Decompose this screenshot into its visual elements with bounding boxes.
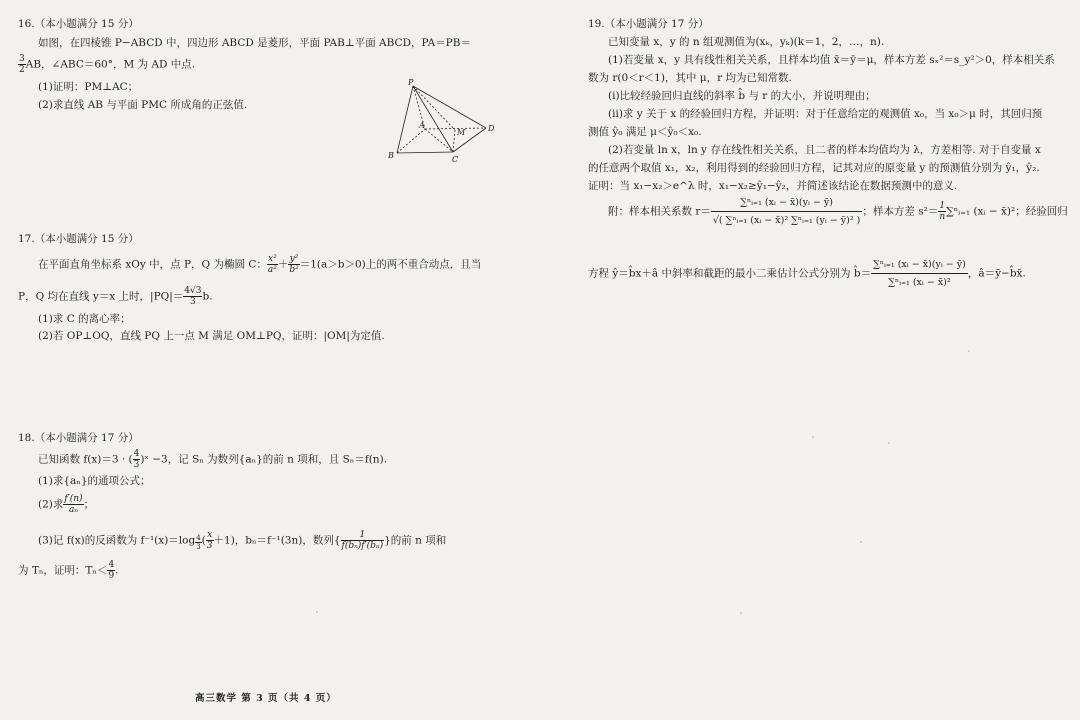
figure-label-b: B: [388, 151, 394, 160]
scan-speck: [316, 611, 318, 613]
scan-speck: [968, 350, 970, 352]
q17-part1: (1)求 C 的离心率；: [38, 313, 131, 325]
q19-line5: (ⅱ)求 y 关于 x 的经验回归方程，并证明：对于任意给定的观测值 x₀，当 x₀＞μ 时，其回归预: [608, 108, 1043, 120]
figure-label-a: A: [419, 121, 425, 130]
slope-formula: $\frac{\text{∑ⁿᵢ₌₁ (xᵢ − x̄)(yᵢ − ȳ)}}{\text{∑ⁿᵢ₌₁ (xᵢ − x̄)²}}$: [873, 259, 966, 288]
q18-part1: (1)求{aₙ}的通项公式；: [38, 475, 151, 487]
q19-line2: (1)若变量 x，y 具有线性相关关系，且样本均值 x̄＝ȳ＝μ，样本方差 sₓ²＝s_y²＞0，样本相关系: [608, 54, 1055, 66]
figure-label-m: M: [457, 128, 466, 137]
q19-regression-eq: 方程 ŷ＝b̂x＋â 中斜率和截距的最小二乘估计公式分别为 b̂＝ $\frac{\text{∑ⁿᵢ₌₁ (xᵢ − x̄)(yᵢ − ȳ)}}{\text{∑ⁿᵢ₌₁ (xᵢ − x̄)²}}$ ，â＝ȳ−b̂x̄.: [588, 259, 1026, 288]
q18-part3: (3)记 f(x)的反函数为 f⁻¹(x)＝log $\frac{4}{3}$ ( $\frac{x}{3}$ ＋1)，bₙ＝f⁻¹(3n)，数列{ $\frac{1}{\text{f(bₙ)f′(bₙ)}}$ }的前 n 项和: [38, 530, 447, 551]
q17-title: 17.（本小题满分 15 分）: [18, 233, 139, 245]
q18-part2: (2)求 $\frac{f'(n)}{\text{aₙ}}$ ；: [38, 494, 95, 515]
q16-line1: 如图，在四棱锥 P−ABCD 中，四边形 ABCD 是菱形，平面 PAB⊥平面 ABCD，PA＝PB＝: [38, 37, 471, 49]
q19-line7: (2)若变量 ln x，ln y 存在线性相关关系，且二者的样本均值均为 λ，方差相等. 对于自变量 x: [608, 144, 1041, 156]
figure-label-p: P: [408, 78, 414, 87]
right-column: [540, 0, 1080, 720]
q19-title: 19.（本小题满分 17 分）: [588, 18, 709, 30]
q19-line6: 测值 ŷ₀ 满足 μ＜ŷ₀＜x₀.: [588, 126, 702, 138]
figure-label-d: D: [488, 124, 495, 133]
q19-line1: 已知变量 x，y 的 n 组观测值为(xₖ，yₖ)(k＝1，2，…，n).: [608, 36, 885, 48]
q17-line1: 在平面直角坐标系 xOy 中，点 P，Q 为椭圆 C： $\frac{\text{x²}}{\text{a²}}$ ＋ $\frac{\text{y²}}{\text{b²}}$ ＝1(a＞b＞0)上的两不重合动点，且当: [38, 254, 482, 275]
scan-speck: [888, 442, 890, 444]
q19-line9: 证明：当 x₁−x₂＞e^λ 时，x₁−x₂≥ŷ₁−ŷ₂，并简述该结论在数据预测中的意义.: [588, 180, 958, 192]
page-footer: 高三数学 第 3 页（共 4 页）: [195, 693, 337, 704]
scan-speck: [812, 436, 814, 438]
q17-part2: (2)若 OP⊥OQ，直线 PQ 上一点 M 满足 OM⊥PQ，证明：|OM|为定值.: [38, 330, 385, 342]
q16-frac: $\frac{3}{2}$: [19, 54, 25, 75]
corr-coef-formula: $\frac{\text{∑ⁿᵢ₌₁ (xᵢ − x̄)(yᵢ − ȳ)}}{\text{√( ∑ⁿᵢ₌₁ (xᵢ − x̄)² ∑ⁿᵢ₌₁ (yᵢ − ȳ)² )}}$: [712, 197, 861, 226]
q19-line4: (ⅰ)比较经验回归直线的斜率 b̂ 与 r 的大小，并说明理由；: [608, 90, 876, 102]
q17-line2: P，Q 均在直线 y＝x 上时，|PQ|＝ $\frac{4√3}{3}$ b.: [18, 286, 213, 307]
scan-speck: [860, 541, 862, 543]
q18-title: 18.（本小题满分 17 分）: [18, 432, 139, 444]
q16-line2: $\frac{3}{2}$ AB，∠ABC＝60°，M 为 AD 中点.: [19, 54, 196, 75]
pyramid-figure: [383, 78, 503, 168]
q18-line1: 已知函数 f(x)＝3 · ( $\frac{4}{3}$ )ˣ −3，记 Sₙ 为数列{aₙ}的前 n 项和，且 Sₙ＝f(n).: [38, 449, 388, 470]
scan-speck: [740, 612, 742, 614]
q19-line8: 的任意两个取值 x₁，x₂，利用得到的经验回归方程，记其对应的原变量 y 的预测值分别为 ŷ₁，ŷ₂.: [588, 162, 1040, 174]
q19-appendix: 附：样本相关系数 r＝ $\frac{\text{∑ⁿᵢ₌₁ (xᵢ − x̄)(yᵢ − ȳ)}}{\text{√( ∑ⁿᵢ₌₁ (xᵢ − x̄)² ∑ⁿᵢ₌₁ (yᵢ − ȳ)² )}}$ ；样本方差 s²＝ $\frac{1}{n}$ ∑ⁿᵢ₌₁ (xᵢ − x̄)²；经验回归: [608, 197, 1068, 226]
q16-part2: (2)求直线 AB 与平面 PMC 所成角的正弦值.: [38, 99, 248, 111]
q16-part1: (1)证明：PM⊥AC；: [38, 81, 139, 93]
q18-last-line: 为 Tₙ，证明：Tₙ＜ $\frac{4}{9}$ .: [18, 560, 119, 581]
q19-line3: 数为 r(0＜r＜1)，其中 μ，r 均为已知常数.: [588, 72, 792, 84]
q16-title: 16.（本小题满分 15 分）: [18, 18, 139, 30]
figure-label-c: C: [452, 155, 459, 164]
